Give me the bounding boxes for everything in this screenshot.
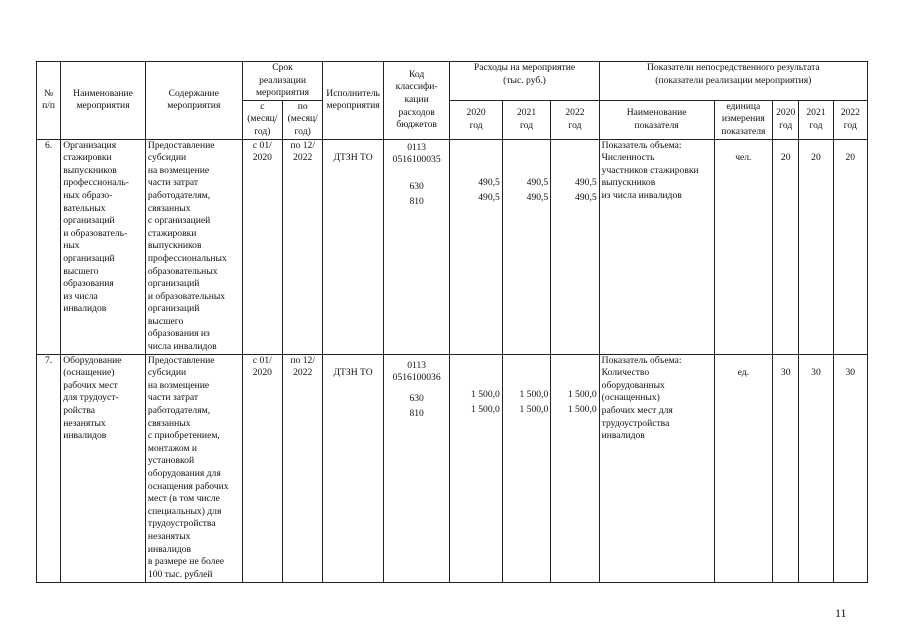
header-indicator-2020: 2020 год: [773, 100, 799, 139]
row-indicator-2020: 20: [773, 139, 799, 354]
row-code: 0113 0516100036: [392, 359, 441, 384]
row-term-from: с 01/ 2020: [242, 139, 282, 354]
header-term-to: по (месяц/ год): [283, 100, 323, 139]
header-content: Содержание мероприятия: [145, 62, 242, 140]
header-expense-2020: 2020 год: [450, 100, 502, 139]
row-expense-2020: [450, 139, 502, 354]
table-row: [37, 354, 868, 582]
row-code-630: 630: [409, 392, 424, 404]
header-executor: Исполнитель мероприятия: [323, 62, 384, 140]
row-indicator-2021: 20: [799, 139, 833, 354]
header-num: № п/п: [37, 62, 61, 140]
header-indicators: Показатели непосредственного результата (показатели реализации мероприятия): [599, 62, 867, 101]
header-term: Срок реализации мероприятия: [242, 62, 323, 101]
row-expense-2020: [450, 354, 502, 582]
row-code-cell: [383, 354, 450, 582]
row-indicator-2022: 20: [833, 139, 867, 354]
row-code-810: 810: [409, 196, 424, 208]
row-term-to: по 12/ 2022: [283, 139, 323, 354]
measures-table: [36, 61, 868, 583]
expense-630-2020: 1 500,0: [471, 388, 500, 400]
header-indicator-name: Наименование показателя: [599, 100, 714, 139]
row-indicator-2021: 30: [799, 354, 833, 582]
expense-630-2020: 490,5: [478, 176, 500, 188]
row-indicator-unit: ед.: [714, 354, 772, 582]
row-expense-2021: [502, 139, 550, 354]
expense-630-2022: 490,5: [575, 176, 597, 188]
row-measure-name: Оборудование (оснащение) рабочих мест для трудоуст- ройства незанятых инвалидов: [61, 354, 146, 582]
header-expense-2022: 2022 год: [551, 100, 599, 139]
expense-810-2020: 1 500,0: [471, 404, 500, 416]
row-measure-content: Предоставление субсидии на возмещение части затрат работодателям, связанных с приобретением, монтажом и установкой оборудования для оснащения рабочих мест (в том числе специальных) для трудоустройства незанятых инвалидов в размере не более 100 тыс. рублей: [145, 354, 242, 582]
row-indicator-2022: 30: [833, 354, 867, 582]
expense-810-2022: 490,5: [575, 192, 597, 204]
row-term-to: по 12/ 2022: [283, 354, 323, 582]
row-expense-2022: [551, 139, 599, 354]
expense-810-2022: 1 500,0: [567, 404, 597, 416]
row-code-630: 630: [409, 180, 424, 192]
header-indicator-2022: 2022 год: [833, 100, 867, 139]
row-indicator-name: Показатель объема: Численность участников стажировки выпускников из числа инвалидов: [599, 139, 714, 354]
row-code: 0113 0516100035: [392, 141, 441, 166]
expense-630-2022: 1 500,0: [567, 388, 597, 400]
header-name: Наименование мероприятия: [61, 62, 146, 140]
row-expense-2022: [551, 354, 599, 582]
header-indicator-unit: единица измерения показателя: [714, 100, 772, 139]
expense-810-2021: 1 500,0: [519, 404, 549, 416]
row-code-cell: [383, 139, 450, 354]
row-executor: ДТЗН ТО: [323, 354, 384, 582]
header-expenses: Расходы на мероприятие (тыс. руб.): [450, 62, 599, 101]
row-measure-content: Предоставление субсидии на возмещение части затрат работодателям, связанных с организацией стажировки выпускников профессиональных образовательных организаций и образовательных организаций высшего образования из числа инвалидов: [145, 139, 242, 354]
row-executor: ДТЗН ТО: [323, 139, 384, 354]
table-row: [37, 139, 868, 354]
row-term-from: с 01/ 2020: [242, 354, 282, 582]
row-num: 7.: [37, 354, 61, 582]
header-code: Код классифи- кации расходов бюджетов: [383, 62, 450, 140]
row-indicator-name: Показатель объема: Количество оборудованных (оснащенных) рабочих мест для трудоустройства инвалидов: [599, 354, 714, 582]
page-number: 11: [835, 606, 847, 620]
expense-630-2021: 1 500,0: [519, 388, 549, 400]
row-measure-name: Организация стажировки выпускников профессиональ- ных образо- вательных организаций и образователь- ных организаций высшего образования из числа инвалидов: [61, 139, 146, 354]
row-num: 6.: [37, 139, 61, 354]
header-indicator-2021: 2021 год: [799, 100, 833, 139]
table-header: [37, 62, 868, 140]
expense-810-2021: 490,5: [526, 192, 549, 204]
row-expense-2021: [502, 354, 550, 582]
expense-810-2020: 490,5: [478, 192, 500, 204]
row-indicator-2020: 30: [773, 354, 799, 582]
header-expense-2021: 2021 год: [502, 100, 550, 139]
header-term-from: с (месяц/ год): [242, 100, 282, 139]
row-code-810: 810: [409, 408, 424, 420]
row-indicator-unit: чел.: [714, 139, 772, 354]
expense-630-2021: 490,5: [526, 176, 549, 188]
